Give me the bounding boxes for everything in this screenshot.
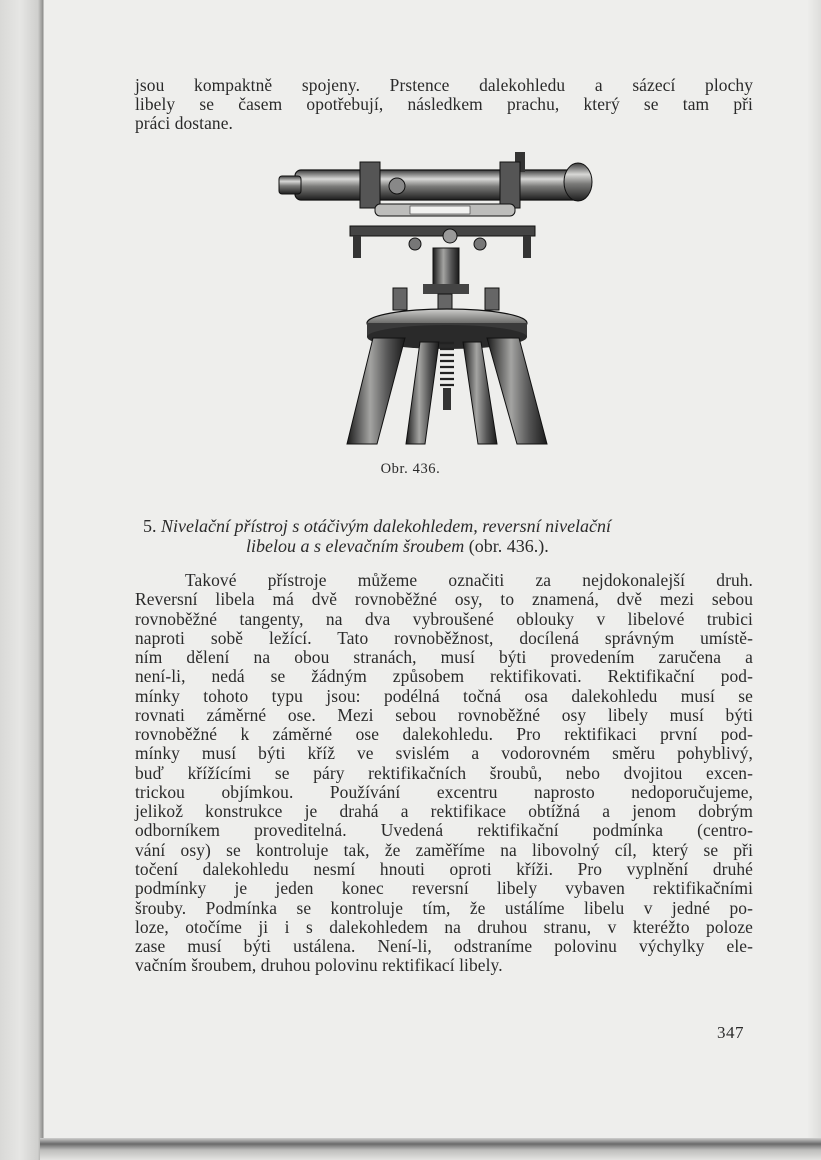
intro-line: libely se časem opotřebují, následkem prachu, který se tam při	[135, 94, 753, 114]
section-heading-line-2	[143, 536, 753, 556]
body-line: šrouby. Podmínka se kontroluje tím, že ustálíme libelu v jedné po-	[135, 897, 753, 918]
page-number: 347	[717, 1023, 744, 1042]
body-line: loze, otočíme ji i s dalekohledem na druhou stranu, v kteréžto poloze	[135, 916, 753, 937]
body-line: vání osy) se kontroluje tak, že zaměříme na libovolný cíl, který se při	[135, 839, 753, 860]
body-line: točení dalekohledu nesmí hnouti oproti kříži. Pro vyplnění druhé	[135, 858, 753, 879]
body-line: Reversní libela má dvě rovnoběžné osy, to znamená, dvě mezi sebou	[135, 589, 753, 610]
body-line: zase musí býti ustálena. Není-li, odstraníme polovinu výchylky ele-	[135, 936, 753, 957]
book-gutter	[0, 0, 44, 1160]
page-shadow	[807, 0, 821, 1160]
section-heading-line-1	[143, 516, 753, 536]
body-line: podmínky je jeden konec reversní libely vybaven rektifikačními	[135, 878, 753, 899]
body-line: rovnati záměrné ose. Mezi sebou rovnoběžné osy libely musí býti	[135, 704, 753, 725]
body-line: Takové přístroje můžeme označiti za nejdokonalejší druh.	[185, 570, 753, 590]
body-line: mínky tohoto typu jsou: podélná točná osa dalekohledu musí se	[135, 685, 753, 706]
body-line: není-li, nedá se žádným způsobem rektifikovati. Rektifikační pod-	[135, 666, 753, 687]
intro-line: práci dostane.	[135, 113, 233, 133]
intro-line: jsou kompaktně spojeny. Prstence dalekohledu a sázecí plochy	[135, 75, 753, 95]
body-line: vačním šroubem, druhou polovinu rektifikací libely.	[135, 955, 503, 976]
body-line: ním dělení na obou stranách, musí býti provedením zaručena a	[135, 647, 753, 668]
body-line: odborníkem proveditelná. Uvedená rektifikační podmínka (centro-	[135, 820, 753, 841]
body-line: trickou objímkou. Používání excentru naprosto nedoporučujeme,	[135, 781, 753, 802]
body-paragraph	[135, 571, 753, 976]
body-line: naproti sobě ležící. Tato rovnoběžnost, docílená správným umístě-	[135, 627, 753, 648]
body-line: rovnoběžné k záměrné ose dalekohledu. Pro rektifikaci první pod-	[135, 724, 753, 745]
section-title-cont: libelou a s elevačním šroubem	[246, 536, 465, 556]
body-line: mínky musí býti kříž ve svislém a vodorovném směru pohyblivý,	[135, 743, 753, 764]
body-line: buď křížícími se páry rektifikačních šroubů, nebo dvojitou excen-	[135, 762, 753, 783]
section-heading	[143, 516, 753, 556]
figure-reference: (obr. 436.).	[464, 536, 549, 556]
body-line: rovnoběžné tangenty, na dva vybroušené oblouky v libelové trubici	[135, 608, 753, 629]
section-number: 5.	[143, 516, 157, 536]
body-line: jelikož konstrukce je drahá a rektifikace obtížná a jenom dobrým	[135, 801, 753, 822]
figure-caption: Obr. 436.	[380, 461, 441, 477]
page-bottom-edge	[40, 1138, 821, 1160]
leveling-instrument-illustration	[275, 148, 605, 448]
intro-paragraph	[135, 76, 753, 133]
section-title: Nivelační přístroj s otáčivým dalekohledem, reversní nivelační	[161, 516, 612, 536]
